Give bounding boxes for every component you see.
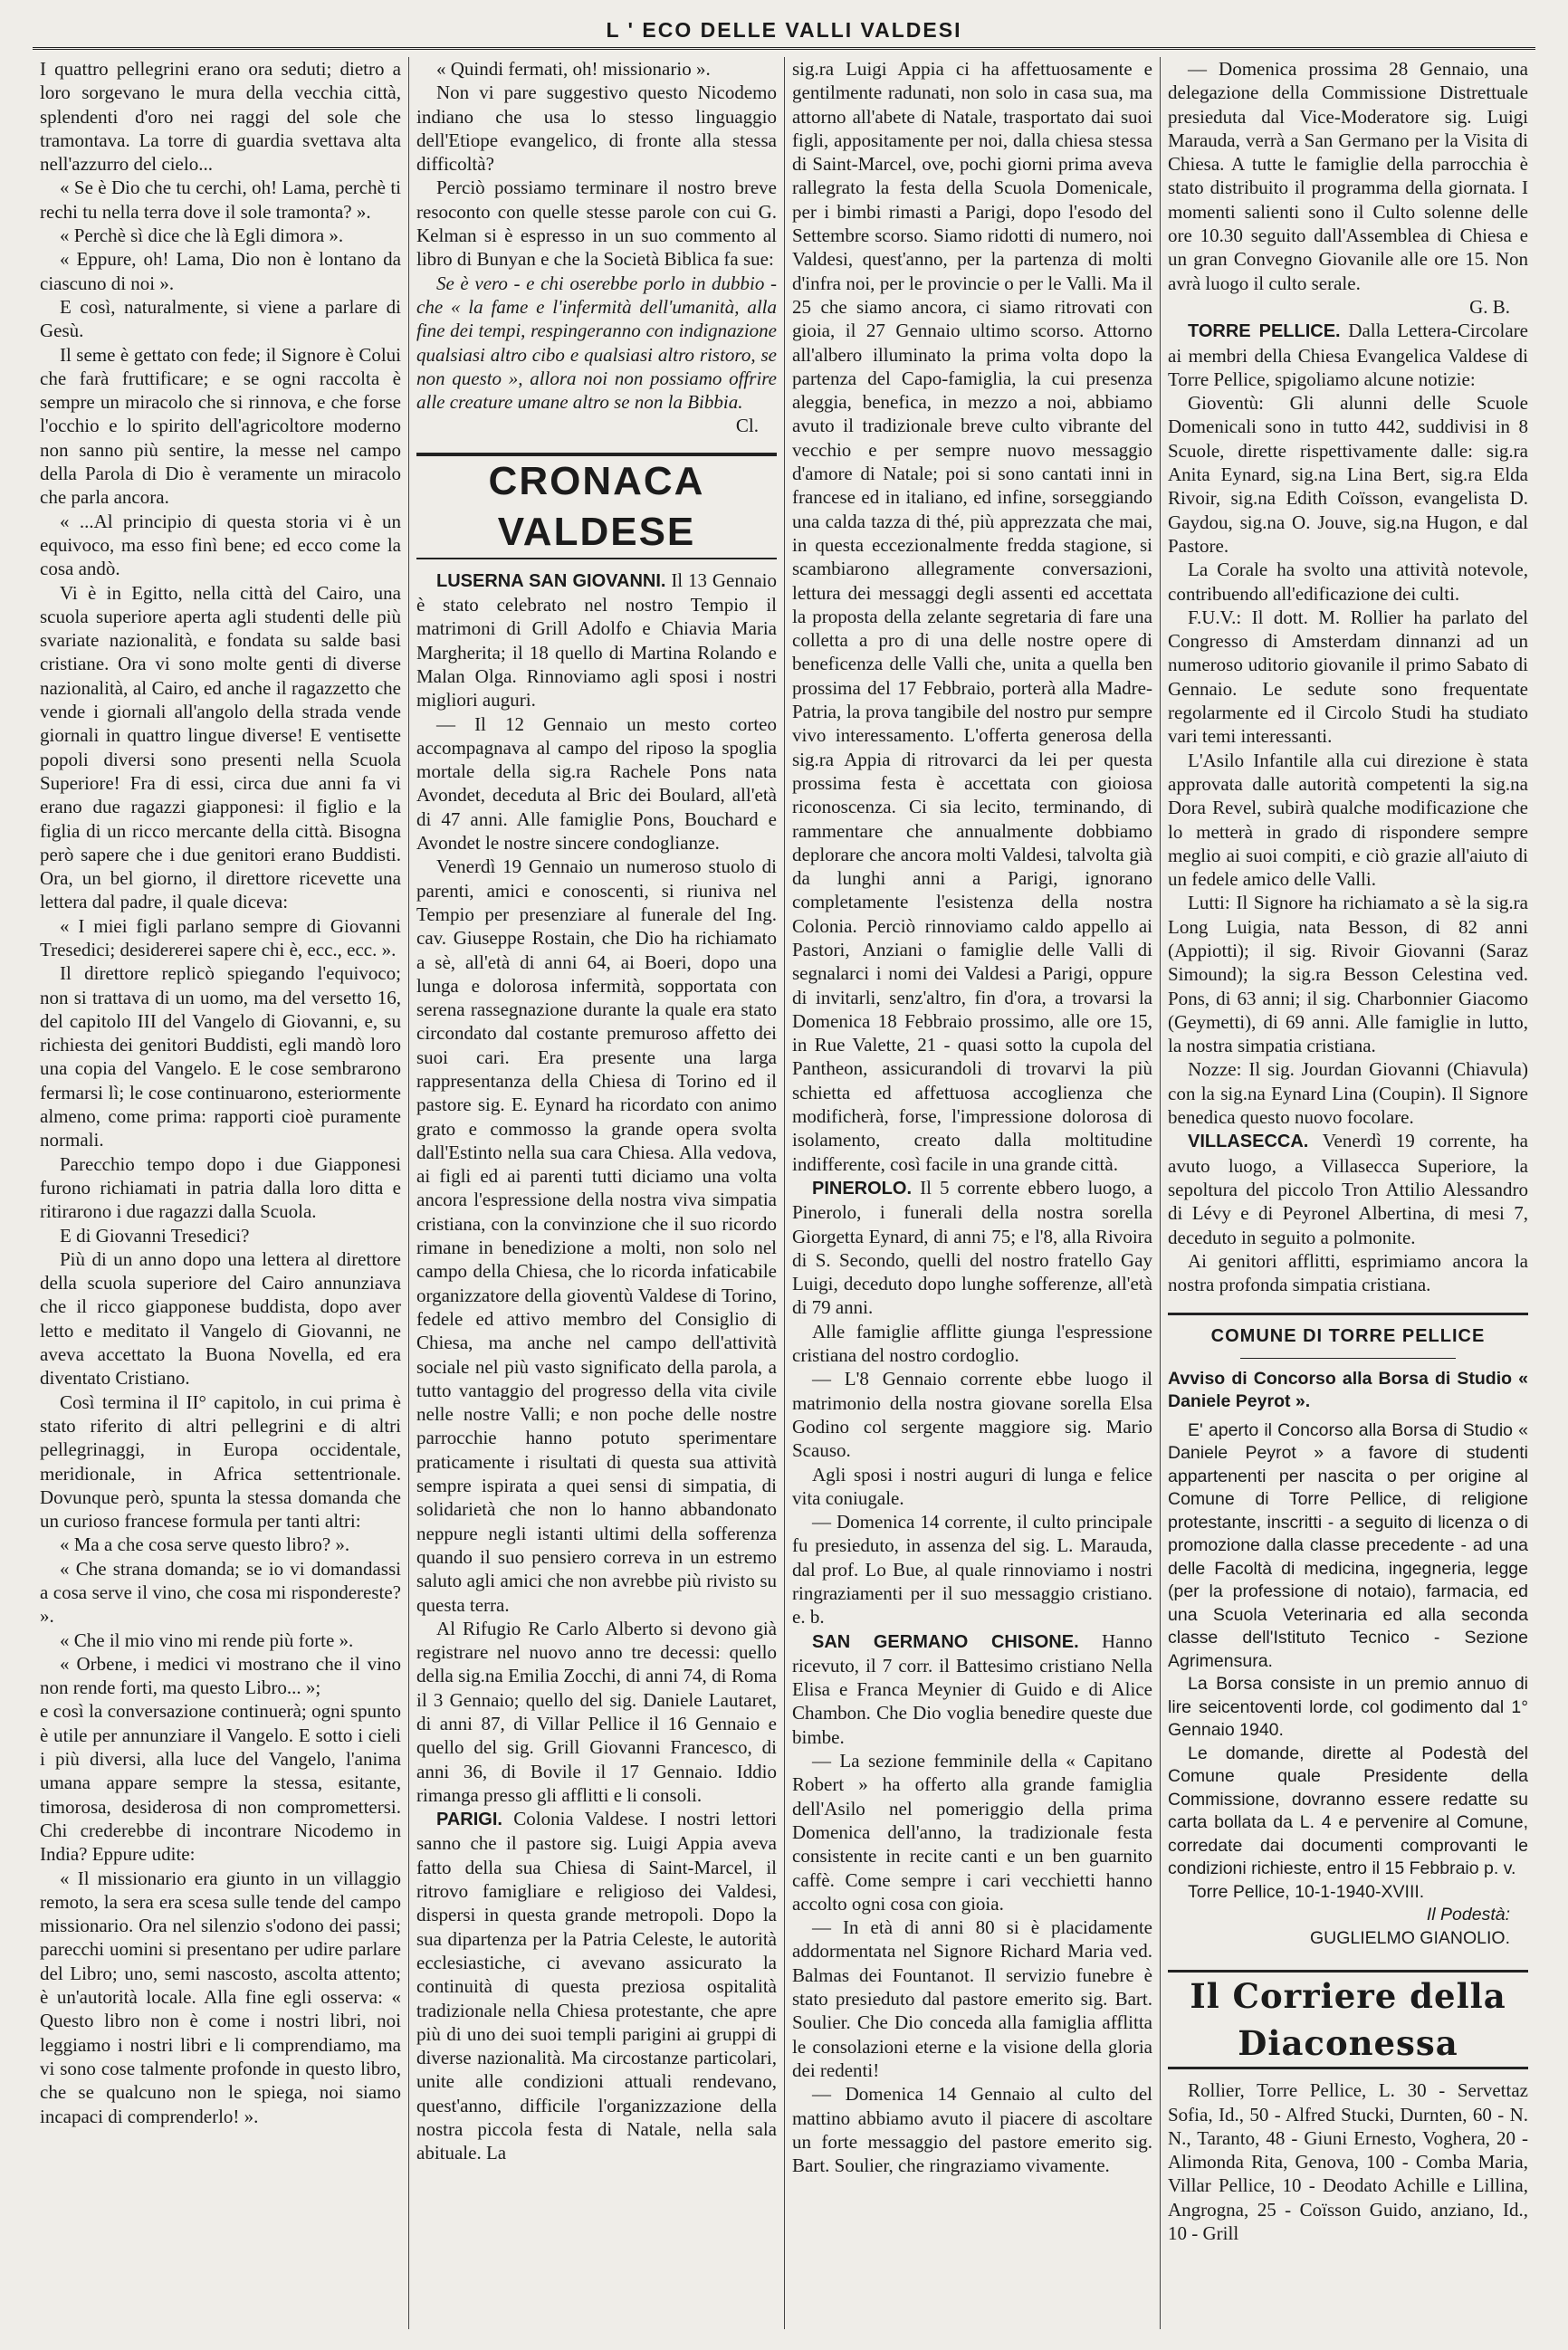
paragraph: Vi è in Egitto, nella città del Cairo, una scuola superiore aperta agli studenti delle più svariate nazionalità, e fondata su salde basi cristiane. Ora vi sono molte genti di diverse nazionalità, al Cairo, ed anche il ragazzetto che vende i giornali all'angolo della strada vende giornali in quattro lingue diverse! E ventisette popoli diversi sono presenti nella Scuola Superiore! Fra di essi, circa due anni fa vi erano due ragazzi giapponesi: il figlio e la figlia di un ricco mercante della città. Bisogna però sapere che i due genitori erano Buddisti. Ora, un bel giorno, il direttore ricevette una lettera dal padre, il quale diceva: (40, 581, 401, 913)
place-heading: SAN GERMANO CHISONE. (812, 1631, 1079, 1652)
place-heading: PINEROLO. (812, 1178, 913, 1199)
paragraph: Agli sposi i nostri auguri di lunga e felice vita coniugale. (792, 1463, 1152, 1509)
paragraph: sig.ra Luigi Appia ci ha affettuosamente e gentilmente radunati, non solo in casa sua, ma attorno all'abete di Natale, trasportato dai suoi figli, appositamente per noi, dalla chiesa stessa di Saint-Marcel, ove, pochi giorni prima aveva rallegrato la festa della Scuola Domenicale, per i bimbi rimasti a Parigi, dopo l'esodo del Settembre scorso. Siamo ridotti di numero, noi Valdesi, quest'anno, per la partenza di molti d'infra noi, per le provincie o per le Valli. Ma il 25 che siamo ancora, ci siamo ritrovati con gioia, il 27 Gennaio ultimo scorso. Attorno all'albero illuminato la prima volta dopo la partenza del Capo-famiglia, la cui presenza aleggia, benefica, in mezzo a noi, abbiamo avuto il tradizionale breve culto vibrante del vecchio e per sempre nuovo messaggio d'amore di Natale; poi si sono cantati inni in francese ed in italiano, ed infine, sorseggiando una calda tazza di thé, più apprezzata che mai, in questa eccezionalmente fredda stagione, si scambiarono allegramente conversazioni, lettura dei messaggi degli assenti ed accettata la proposta della zelante segretaria di fare una colletta a pro di una delle nostre opere di beneficenza delle Valli che, unita a quella ben prossima del 17 Febbraio, porterà alla Madre-Patria, la prova tangibile del nostro pur sempre vivo interessamento. L'offerta generosa della sig.ra Appia di ritrovarci da lei per questa prossima festa è accettata con gioiosa riconoscenza. Ci sia lecito, terminando, di rammentare che annualmente dobbiamo deplorare che ancora molti Valdesi, talvolta già da lunghi anni a Parigi, ignorano completamente l'esistenza della nostra Colonia. Perciò rinnoviamo caldo appello ai Pastori, Anziani o famiglie delle Valli di segnalarci i nomi dei Valdesi a Parigi, oppure di invitarli, senz'altro, fin d'ora, a trovarsi la Domenica 18 Febbraio prossimo, alle ore 15, in Rue Valette, 21 - quasi sotto la cupola del Pantheon, assicurandoli di trovarvi la più schietta ed affettuosa accoglienza che modificherà, forse, l'impressione dolorosa di isolamento, creato dalla moltitudine indifferente, così facile in una grande città. (792, 58, 1152, 1175)
paragraph: Ai genitori afflitti, esprimiamo ancora la nostra profonda simpatia cristiana. (1168, 1249, 1528, 1296)
section-title: CRONACA VALDESE (416, 453, 777, 559)
paragraph: Non vi pare suggestivo questo Nicodemo indiano che usa lo stesso linguaggio dell'Etiope evangelico, di fronte alla stessa difficoltà? (416, 81, 777, 176)
paragraph: Il 5 corrente ebbero luogo, a Pinerolo, i funerali della nostra sorella Giorgetta Eynard, di anni 75; e l'8, alla Rivoira di S. Secondo, quelli del nostro fratello Gay Luigi, deceduto dopo lunghe sofferenze, all'età di 79 anni. (792, 1176, 1153, 1319)
column-2 (408, 57, 784, 2329)
paragraph: E di Giovanni Tresedici? (60, 1224, 250, 1247)
paragraph: Nozze: Il sig. Jourdan Giovanni (Chiavula) con la sig.na Eynard Lina (Coupin). Il Signore benedica questo nuovo focolare. (1168, 1058, 1528, 1129)
paragraph: « Che strana domanda; se io vi domandassi a cosa serve il vino, che cosa mi rispondereste? ». (40, 1557, 401, 1628)
paragraph: — La sezione femminile della « Capitano Robert » ha offerto alla grande famiglia dell'Asilo nel pomeriggio della prima Domenica dell'anno, la tradizionale festa consistente in recite canti e un ben guarnito caffè. Come sempre i cari vecchietti hanno accolto ogni cosa con gioia. (792, 1750, 1152, 1915)
paragraph: « Ma a che cosa serve questo libro? ». (60, 1533, 350, 1556)
signature-label: Il Podestà: (1426, 1905, 1510, 1925)
paragraph: La Corale ha svolto una attività notevole, contribuendo all'edificazione dei culti. (1168, 559, 1528, 605)
divider (1240, 1358, 1456, 1359)
paragraph: Le domande, dirette al Podestà del Comune quale Presidente della Commissione, dovranno essere redatte su carta bollata da L. 4 e pervenire al Comune, corredate dai documenti comprovanti le condizioni richieste, entro il 15 Febbraio p. v. (1168, 1743, 1528, 1879)
paragraph: F.U.V.: Il dott. M. Rollier ha parlato del Congresso di Amsterdam dinnanzi ad un numeroso uditorio giovanile il primo Sabato di Gennaio. Le sedute sono frequentate regolarmente ed il Circolo Studi ha studiato vari temi interessanti. (1168, 606, 1528, 748)
signature: G. B. (1469, 295, 1510, 318)
paragraph: Alle famiglie afflitte giunga l'espressione cristiana del nostro cordoglio. (792, 1320, 1152, 1367)
paragraph: Il seme è gettato con fede; il Signore è Colui che farà fruttificare; e se ogni raccolta è sempre un miracolo che si rinnova, e che forse l'occhio e lo spirito dell'agricoltore moderno non sanno più sentire, la messe nel campo della Parola di Dio è veramente un miracolo che parla ancora. (40, 343, 401, 509)
paragraph: — Domenica prossima 28 Gennaio, una delegazione della Commissione Distrettuale presieduta dal Vice-Moderatore sig. Luigi Marauda, verrà a San Germano per la Visita di Chiesa. A tutte le famiglie della parrocchia è stato distribuito il programma della giornata. I momenti salienti sono il Culto solenne delle ore 10.30 seguito dall'Assemblea di Chiesa e un gran Convegno Giovanile alle ore 15. Non avrà luogo il culto serale. (1168, 58, 1528, 294)
paragraph: « Perchè sì dice che là Egli dimora ». (60, 224, 344, 247)
paragraph: Più di un anno dopo una lettera al direttore della scuola superiore del Cairo annunziava che il ricco giapponese buddista, dopo aver letto e meditato il Vangelo di Giovanni, ne aveva accettato la Buona Novella, ed era diventato Cristiano. (40, 1247, 401, 1390)
paragraph: Dalla Lettera-Circolare ai membri della Chiesa Evangelica Valdese di Torre Pellice, spigoliamo alcune notizie: (1168, 320, 1529, 390)
paragraph: Venerdì 19 corrente, ha avuto luogo, a Villasecca Superiore, la sepoltura del piccolo Tron Attilio Alessandro di Lévy e di Peyronel Albertina, di mesi 7, deceduto in seguito a polmonite. (1168, 1130, 1528, 1248)
paragraph: L'Asilo Infantile alla cui direzione è stata approvata dalle autorità competenti la sig.na Dora Revel, subirà qualche modificazione che lo metterà in grado di rispondere sempre meglio ai suoi compiti, e ciò grazie all'aiuto di un fedele amico delle Valli. (1168, 749, 1528, 891)
paragraph: Torre Pellice, 10-1-1940-XVIII. (1188, 1881, 1425, 1902)
paragraph: « Se è Dio che tu cerchi, oh! Lama, perchè ti rechi tu nella terra dove il sole tramonta? ». (40, 177, 401, 223)
paragraph: Venerdì 19 Gennaio un numeroso stuolo di parenti, amici e conoscenti, si riuniva nel Tempio per presenziare al funerale del Ing. cav. Giuseppe Rostain, che Dio ha richiamato a sè, all'età di anni 64, ai Boeri, dopo una lunga e dolorosa infermità, sopportata con serena rassegnazione durante la quale era stato circondato dal costante premuroso affetto dei suoi cari. Era presente una larga rappresentanza della Chiesa di Torino ed il pastore sig. E. Eynard ha ricordato con animo grato e commosso la grande opera svolta dall'Estinto nella sua cara Chiesa. Alla vedova, ai figli ed ai parenti tutti diciamo una volta ancora l'espressione della nostra viva simpatia cristiana, con la convinzione che il suo ricordo rimane in benedizione a molti, non solo nel campo della Chiesa, che lo ricorda infaticabile organizzatore della gioventù Valdese di Torino, fedele ed attivo membro del Consiglio di Chiesa, ma anche nel campo dell'attività sociale nel più vasto significato della parola, a tutto vantaggio del progresso della vita civile nelle nostre Valli; e non poche delle nostre parrocchie hanno potuto sperimentare praticamente i risultati di questa sua attività sempre ispirata a quei sensi di simpatia, di solidarietà che non lo hanno abbandonato neppure negli istanti ultimi della sofferenza quando il suo pensiero correva in un estremo saluto agli amici che non avrebbe più rivisto su questa terra. (416, 855, 777, 1616)
paragraph: Rollier, Torre Pellice, L. 30 - Servettaz Sofia, Id., 50 - Alfred Stucki, Durnten, 60 - N. N., Taranto, 48 - Giuni Ernesto, Voghera, 20 - Alimonda Rita, Genova, 100 - Comba Maria, Villar Pellice, 10 - Deodato Achille e Lillina, Angrogna, 25 - Coïsson Guido, anziano, Id., 10 - Grill (1168, 2079, 1528, 2245)
paragraph: E così, naturalmente, si viene a parlare di Gesù. (40, 295, 401, 342)
paragraph: « Quindi fermati, oh! missionario ». (436, 58, 711, 80)
signature-name: GUGLIELMO GIANOLIO. (1309, 1927, 1510, 1948)
paragraph: Hanno ricevuto, il 7 corr. il Battesimo cristiano Nella Elisa e Franca Meynier di Guido e di Alice Chambon. Che Dio voglia benedire queste due bimbe. (792, 1629, 1152, 1748)
comune-heading: COMUNE DI TORRE PELLICE (1168, 1313, 1528, 1348)
paragraph: I quattro pellegrini erano ora seduti; dietro a loro sorgevano le mura della vecchia città, splendenti d'oro nei raggi del sole che tramontava. La torre di guardia svettava alta nell'azzurro del cielo... (40, 58, 401, 176)
paragraph: — Domenica 14 Gennaio al culto del mattino abbiamo avuto il piacere di ascoltare un forte messaggio del pastore emerito sig. Bart. Soulier, che ringraziamo vivamente. (792, 2083, 1152, 2177)
place-heading: PARIGI. (436, 1810, 502, 1830)
notice-title: Avviso di Concorso alla Borsa di Studio « Daniele Peyrot ». (1168, 1368, 1528, 1412)
paragraph: Perciò possiamo terminare il nostro breve resoconto con quelle stesse parole con cui G. Kelman si è espresso in un suo commento al libro di Bunyan e che la Società Biblica fa sue: (416, 177, 777, 271)
paragraph: Il direttore replicò spiegando l'equivoco; non si trattava di un uomo, ma del versetto 16, del capitolo III del Vangelo di Giovanni, e, su richiesta dei genitori Buddisti, egli mandò loro una copia del Vangelo. E le cose sembrarono fermarsi lì; le cose continuarono, esteriormente almeno, come prima: rapporti cioè puramente normali. (40, 962, 401, 1151)
paragraph: e così la conversazione continuerà; ogni spunto è utile per annunziare il Vangelo. E sotto i cieli i più diversi, alla luce del Vangelo, l'anima umana appare sempre la stessa, esitante, timorosa, desiderosa di non compromettersi. Chi crederebbe di incontrare Nicodemo in India? Eppure udite: (40, 1700, 401, 1866)
column-1 (33, 57, 408, 2329)
place-heading: TORRE PELLICE. (1188, 321, 1341, 342)
paragraph: Gioventù: Gli alunni delle Scuole Domenicali sono in tutto 442, suddivisi in 8 Scuole, dirette rispettivamente dalle: sig.ra Anita Eynard, sig.na Lina Bert, sig.ra Elda Rivoir, sig.na Edith Coïsson, evangelista D. Gaydou, sig.na O. Jouve, sig.na Hugon, e dal Pastore. (1168, 392, 1528, 557)
notice-block (1168, 1368, 1528, 1951)
paragraph: « Orbene, i medici vi mostrano che il vino non rende forti, ma questo Libro... »; (40, 1652, 401, 1699)
paragraph: « Che il mio vino mi rende più forte ». (60, 1629, 354, 1651)
header-rule (33, 47, 1535, 50)
paragraph: « I miei figli parlano sempre di Giovanni Tresedici; desidererei sapere chi è, ecc., ecc. ». (40, 914, 401, 960)
quotation: Se è vero - e chi oserebbe porlo in dubbio - che « la fame e l'infermità dell'umanità, alla fine dei tempi, respingeranno con indignazione qualsiasi altro cibo e qualsiasi altro ristoro, se non questo », allora noi non possiamo offrire alle creature umane altro se non la Bibbia. (416, 272, 777, 414)
paragraph: « Il missionario era giunto in un villaggio remoto, la sera era scesa sulle tende del campo missionario. Ora nel silenzio s'odono dei passi; parecchi uomini si presentano per udire parlare del Libro; uno, semi nascosto, ascolta attento; è un'autorità locale. Alla fine egli osserva: « Questo libro non è come i nostri libri, noi leggiamo i nostri libri e li comprendiamo, ma vi sono cose talmente profonde in questo libro, che se qualcuno non le spiega, noi siamo incapaci di comprenderlo! ». (40, 1867, 401, 2127)
paragraph: « Eppure, oh! Lama, Dio non è lontano da ciascuno di noi ». (40, 248, 401, 294)
paragraph: Parecchio tempo dopo i due Giapponesi furono richiamati in patria dalla loro ditta e ritirarono i due ragazzi dalla Scuola. (40, 1152, 401, 1223)
paragraph: E' aperto il Concorso alla Borsa di Studio « Daniele Peyrot » a favore di studenti appartenenti per nascita o per origine al Comune di Torre Pellice, di religione protestante, inscritti - a seguito di licenza o di promozione dalla classe precedente - ad una delle Facoltà di medicina, ingegneria, legge (per la professione di notaio), farmacia, ed una Scuola Veterinaria ed alla seconda classe dell'Istituto Tecnico - Sezione Agrimensura. (1168, 1419, 1528, 1671)
running-title: L ' ECO DELLE VALLI VALDESI (606, 18, 962, 42)
place-heading: LUSERNA SAN GIOVANNI. (436, 570, 666, 591)
paragraph: Il 13 Gennaio è stato celebrato nel nostro Tempio il matrimoni di Grill Adolfo e Chiavia Maria Margherita; il 18 quello di Martina Rolando e Malan Olga. Rinnoviamo agli sposi i nostri migliori auguri. (416, 568, 777, 712)
column-3 (784, 57, 1160, 2329)
place-heading: VILLASECCA. (1188, 1132, 1309, 1152)
paragraph: La Borsa consiste in un premio annuo di lire seicentoventi lorde, col godimento dal 1° Gennaio 1940. (1168, 1674, 1528, 1741)
paragraph: — Domenica 14 corrente, il culto principale fu presieduto, in assenza del sig. L. Marauda, dal prof. Lo Bue, al quale rinnoviamo i nostri ringraziamenti per il suo messaggio cristiano. e. b. (792, 1511, 1152, 1629)
paragraph: Lutti: Il Signore ha richiamato a sè la sig.ra Long Luigia, nata Besson, di 82 anni (Appiotti); il sig. Rivoir Giovanni (Saraz Simound); la sig.ra Besson Celestina ved. Pons, di 63 anni; il sig. Charbonnier Giacomo (Geymetti), di 69 anni. Alle famiglie in lutto, la nostra simpatia cristiana. (1168, 892, 1528, 1057)
paragraph: — In età di anni 80 si è placidamente addormentata nel Signore Richard Maria ved. Balmas dei Fountanot. Il servizio funebre è stato presieduto dal pastore emerito sig. Bart. Soulier. Che Dio conceda alla famiglia afflitta le consolazioni eterne e la visione della gloria dei redenti! (792, 1916, 1152, 2081)
paragraph: — L'8 Gennaio corrente ebbe luogo il matrimonio della nostra giovane sorella Elsa Godino col sergente maggiore sig. Mario Scauso. (792, 1368, 1152, 1462)
signature: Cl. (735, 415, 759, 437)
column-4 (1160, 57, 1535, 2329)
paragraph: Al Rifugio Re Carlo Alberto si devono già registrare nel nuovo anno tre decessi: quello della sig.na Emilia Zocchi, di anni 74, di Roma il 3 Gennaio; quello del sig. Daniele Lautaret, di anni 87, di Villar Pellice il 16 Gennaio e quello del sig. Grill Giovanni Francesco, di anni 36, di Bovile il 17 Gennaio. Iddio rimanga presso gli afflitti e li consoli. (416, 1617, 777, 1806)
paragraph: Colonia Valdese. I nostri lettori sanno che il pastore sig. Luigi Appia aveva fatto della sua Chiesa di Saint-Marcel, il ritrovo famigliare e religioso dei Valdesi, dispersi in questa grande metropoli. Dopo la sua dipartenza per la Patria Celeste, le autorità ecclesiastiche, ci avevano assicurato la continuità di questa preziosa ospitalità tradizionale nella Chiesa protestante, che apre più di uno dei suoi templi parigini ai gruppi di diverse nazionalità. Ma circostanze particolari, unite alle condizioni attuali rendevano, quest'anno, difficile l'organizzazione della nostra piccola festa di Natale, nella sala abituale. La (416, 1808, 778, 2164)
paragraph: « ...Al principio di questa storia vi è un equivoco, ma esso finì bene; ed ecco come la cosa andò. (40, 510, 401, 580)
paragraph: Così termina il II° capitolo, in cui prima è stato riferito di altri pellegrini e di altri pellegrinaggi, in Europa occidentale, meridionale, in Africa settentrionale. Dovunque però, spunta la stessa domanda che un curioso francese formula per tanti altri: (40, 1390, 401, 1533)
corriere-heading: Il Corriere della Diaconessa (1168, 1970, 1528, 2069)
paragraph: — Il 12 Gennaio un mesto corteo accompagnava al campo del riposo la spoglia mortale della sig.ra Rachele Pons nata Avondet, deceduta al Bric dei Boulard, all'età di 47 anni. Alle famiglie Pons, Bouchard e Avondet le nostre sincere condoglianze. (416, 712, 777, 855)
columns (33, 57, 1535, 2329)
